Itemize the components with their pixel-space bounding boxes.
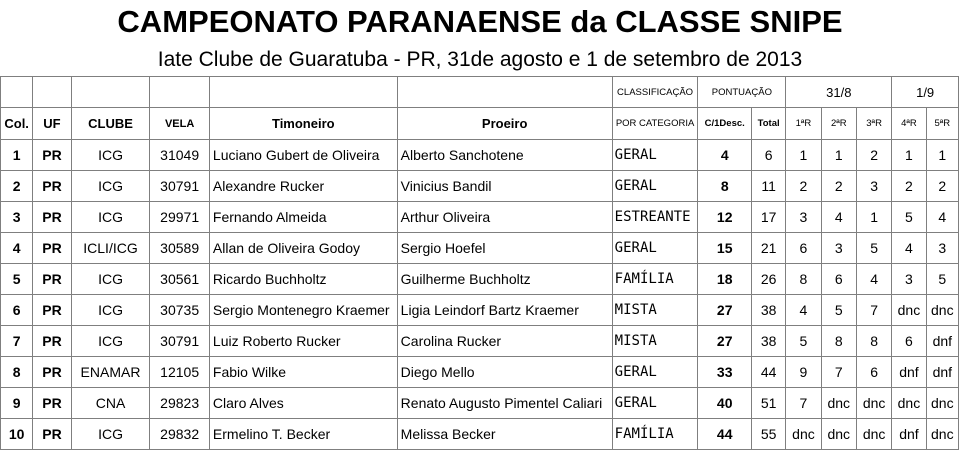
cell-col: 1	[1, 140, 33, 171]
cell-r1: 7	[786, 388, 821, 419]
cell-uf: PR	[33, 140, 71, 171]
cell-categoria: GERAL	[612, 357, 698, 388]
cell-r3: 1	[856, 202, 891, 233]
header-row	[1, 108, 959, 140]
cell-vela: 12105	[150, 357, 210, 388]
cell-categoria: GERAL	[612, 233, 698, 264]
cell-col: 10	[1, 419, 33, 450]
cell-r1: 9	[786, 357, 821, 388]
cell-proeiro: Carolina Rucker	[397, 326, 612, 357]
cell-r2: dnc	[821, 419, 856, 450]
cell-uf: PR	[33, 357, 71, 388]
table-row	[1, 171, 959, 202]
cell-r4: 2	[892, 171, 926, 202]
header-total: Total	[751, 108, 785, 140]
cell-proeiro: Renato Augusto Pimentel Caliari	[397, 388, 612, 419]
cell-r1: 4	[786, 295, 821, 326]
cell-total: 55	[751, 419, 785, 450]
cell-col: 4	[1, 233, 33, 264]
header-row-top	[1, 77, 959, 108]
table-row	[1, 264, 959, 295]
cell-proeiro: Vinicius Bandil	[397, 171, 612, 202]
cell-timoneiro: Ricardo Buchholtz	[209, 264, 397, 295]
cell-uf: PR	[33, 264, 71, 295]
cell-col: 3	[1, 202, 33, 233]
cell-r3: 8	[856, 326, 891, 357]
table-row	[1, 326, 959, 357]
header-r4: 4ªR	[892, 108, 926, 140]
cell-col: 5	[1, 264, 33, 295]
cell-r2: 6	[821, 264, 856, 295]
cell-r5: dnf	[926, 326, 958, 357]
cell-vela: 29971	[150, 202, 210, 233]
cell-vela: 30791	[150, 171, 210, 202]
cell-total: 11	[751, 171, 785, 202]
cell-c1desc: 8	[698, 171, 752, 202]
cell-timoneiro: Fabio Wilke	[209, 357, 397, 388]
table-row	[1, 233, 959, 264]
cell-c1desc: 12	[698, 202, 752, 233]
header-uf: UF	[33, 108, 71, 140]
cell-r4: 5	[892, 202, 926, 233]
cell-r3: 5	[856, 233, 891, 264]
table-row	[1, 357, 959, 388]
cell-r5: dnf	[926, 357, 958, 388]
cell-timoneiro: Luiz Roberto Rucker	[209, 326, 397, 357]
cell-c1desc: 27	[698, 295, 752, 326]
cell-proeiro: Sergio Hoefel	[397, 233, 612, 264]
cell-r3: 6	[856, 357, 891, 388]
cell-clube: ICG	[71, 419, 150, 450]
page-title: CAMPEONATO PARANAENSE da CLASSE SNIPE	[117, 4, 843, 39]
cell-uf: PR	[33, 202, 71, 233]
header-r3: 3ªR	[856, 108, 891, 140]
cell-r1: dnc	[786, 419, 821, 450]
cell-clube: ICG	[71, 295, 150, 326]
cell-total: 44	[751, 357, 785, 388]
table-row	[1, 388, 959, 419]
cell-vela: 29823	[150, 388, 210, 419]
cell-r5: dnc	[926, 295, 958, 326]
cell-col: 9	[1, 388, 33, 419]
cell-proeiro: Diego Mello	[397, 357, 612, 388]
cell-r1: 5	[786, 326, 821, 357]
cell-uf: PR	[33, 233, 71, 264]
cell-r4: dnf	[892, 357, 926, 388]
cell-uf: PR	[33, 419, 71, 450]
cell-total: 38	[751, 326, 785, 357]
cell-r2: 7	[821, 357, 856, 388]
cell-total: 38	[751, 295, 785, 326]
cell-timoneiro: Alexandre Rucker	[209, 171, 397, 202]
cell-r5: 5	[926, 264, 958, 295]
cell-categoria: GERAL	[612, 171, 698, 202]
cell-col: 7	[1, 326, 33, 357]
cell-r3: dnc	[856, 419, 891, 450]
cell-categoria: GERAL	[612, 140, 698, 171]
header-r5: 5ªR	[926, 108, 958, 140]
cell-clube: ICG	[71, 171, 150, 202]
cell-clube: ICG	[71, 326, 150, 357]
cell-c1desc: 4	[698, 140, 752, 171]
cell-timoneiro: Luciano Gubert de Oliveira	[209, 140, 397, 171]
cell-vela: 30791	[150, 326, 210, 357]
header-vela: VELA	[150, 108, 210, 140]
cell-c1desc: 27	[698, 326, 752, 357]
cell-r5: 3	[926, 233, 958, 264]
cell-r4: 1	[892, 140, 926, 171]
cell-r5: dnc	[926, 388, 958, 419]
cell-vela: 29832	[150, 419, 210, 450]
table-row	[1, 140, 959, 171]
results-table	[0, 76, 959, 450]
cell-r4: dnf	[892, 419, 926, 450]
cell-uf: PR	[33, 171, 71, 202]
header-clube: CLUBE	[71, 108, 150, 140]
cell-categoria: MISTA	[612, 326, 698, 357]
cell-timoneiro: Sergio Montenegro Kraemer	[209, 295, 397, 326]
header-pontuacao: PONTUAÇÃO	[698, 77, 786, 108]
cell-uf: PR	[33, 388, 71, 419]
header-day2: 1/9	[892, 77, 959, 108]
cell-total: 26	[751, 264, 785, 295]
cell-clube: ICG	[71, 202, 150, 233]
cell-r3: 7	[856, 295, 891, 326]
cell-vela: 30589	[150, 233, 210, 264]
cell-r1: 1	[786, 140, 821, 171]
cell-r5: dnc	[926, 419, 958, 450]
table-row	[1, 202, 959, 233]
header-por-categoria: POR CATEGORIA	[612, 108, 698, 140]
cell-r4: 3	[892, 264, 926, 295]
cell-r1: 2	[786, 171, 821, 202]
cell-categoria: FAMÍLIA	[612, 419, 698, 450]
cell-clube: CNA	[71, 388, 150, 419]
cell-vela: 31049	[150, 140, 210, 171]
cell-total: 17	[751, 202, 785, 233]
cell-col: 6	[1, 295, 33, 326]
cell-r4: dnc	[892, 295, 926, 326]
cell-r5: 4	[926, 202, 958, 233]
header-proeiro: Proeiro	[397, 108, 612, 140]
cell-r4: dnc	[892, 388, 926, 419]
cell-r2: dnc	[821, 388, 856, 419]
cell-clube: ENAMAR	[71, 357, 150, 388]
table-row	[1, 295, 959, 326]
cell-proeiro: Ligia Leindorf Bartz Kraemer	[397, 295, 612, 326]
cell-proeiro: Alberto Sanchotene	[397, 140, 612, 171]
cell-r3: 3	[856, 171, 891, 202]
cell-c1desc: 18	[698, 264, 752, 295]
cell-c1desc: 40	[698, 388, 752, 419]
cell-clube: ICLI/ICG	[71, 233, 150, 264]
cell-col: 2	[1, 171, 33, 202]
cell-clube: ICG	[71, 264, 150, 295]
cell-r2: 8	[821, 326, 856, 357]
cell-r4: 4	[892, 233, 926, 264]
cell-vela: 30735	[150, 295, 210, 326]
header-r1: 1ªR	[786, 108, 821, 140]
header-c1desc: C/1Desc.	[698, 108, 752, 140]
cell-r5: 2	[926, 171, 958, 202]
cell-c1desc: 44	[698, 419, 752, 450]
header-day1: 31/8	[786, 77, 892, 108]
cell-col: 8	[1, 357, 33, 388]
page-subtitle: Iate Clube de Guaratuba - PR, 31de agosto e 1 de setembro de 2013	[157, 48, 803, 71]
cell-r1: 3	[786, 202, 821, 233]
header-timoneiro: Timoneiro	[209, 108, 397, 140]
table-row	[1, 419, 959, 450]
cell-r2: 1	[821, 140, 856, 171]
cell-clube: ICG	[71, 140, 150, 171]
header-r2: 2ªR	[821, 108, 856, 140]
cell-proeiro: Guilherme Buchholtz	[397, 264, 612, 295]
cell-c1desc: 33	[698, 357, 752, 388]
cell-uf: PR	[33, 326, 71, 357]
cell-categoria: MISTA	[612, 295, 698, 326]
cell-r2: 3	[821, 233, 856, 264]
cell-categoria: FAMÍLIA	[612, 264, 698, 295]
cell-r2: 2	[821, 171, 856, 202]
cell-proeiro: Melissa Becker	[397, 419, 612, 450]
cell-total: 21	[751, 233, 785, 264]
cell-timoneiro: Allan de Oliveira Godoy	[209, 233, 397, 264]
cell-vela: 30561	[150, 264, 210, 295]
cell-r1: 6	[786, 233, 821, 264]
cell-r1: 8	[786, 264, 821, 295]
cell-timoneiro: Fernando Almeida	[209, 202, 397, 233]
cell-r2: 4	[821, 202, 856, 233]
cell-total: 51	[751, 388, 785, 419]
cell-r3: 4	[856, 264, 891, 295]
header-col: Col.	[1, 108, 33, 140]
cell-c1desc: 15	[698, 233, 752, 264]
cell-r2: 5	[821, 295, 856, 326]
cell-categoria: ESTREANTE	[612, 202, 698, 233]
cell-uf: PR	[33, 295, 71, 326]
header-classificacao: CLASSIFICAÇÃO	[612, 77, 698, 108]
results-body	[1, 140, 959, 450]
cell-r5: 1	[926, 140, 958, 171]
cell-timoneiro: Claro Alves	[209, 388, 397, 419]
cell-r3: dnc	[856, 388, 891, 419]
cell-r3: 2	[856, 140, 891, 171]
cell-r4: 6	[892, 326, 926, 357]
cell-proeiro: Arthur Oliveira	[397, 202, 612, 233]
cell-total: 6	[751, 140, 785, 171]
cell-timoneiro: Ermelino T. Becker	[209, 419, 397, 450]
cell-categoria: GERAL	[612, 388, 698, 419]
